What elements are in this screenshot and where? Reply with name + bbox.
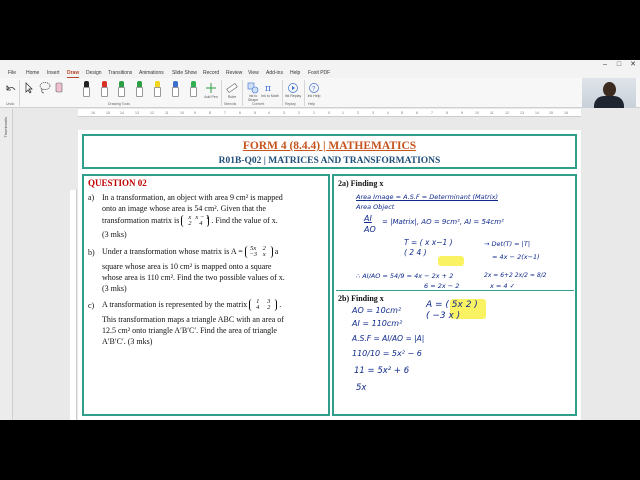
question-c-label: c) [88, 301, 95, 310]
ink-to-shape-label: Ink to Shape [247, 94, 259, 102]
work-b-line6: 110/10 = 5x² − 6 [352, 349, 422, 358]
eraser-icon [54, 81, 64, 95]
matrix-a [245, 246, 273, 258]
ruler-tick: 16 [91, 111, 95, 115]
svg-text:π: π [265, 84, 271, 94]
work-a-line10: 6 = 2x − 2 [424, 282, 460, 290]
vertical-ruler [70, 190, 77, 420]
tab-file[interactable]: File [8, 70, 17, 76]
pen-body [83, 87, 90, 97]
help-icon [308, 82, 320, 94]
pen-green-2[interactable] [135, 81, 144, 97]
question-a-line2: onto an image whose area is 54 cm². Given that the [102, 204, 266, 213]
separator [221, 80, 222, 106]
tab-foxit-pdf[interactable]: Foxit PDF [308, 70, 331, 76]
work-a-line8: = 4x − 2(x−1) [492, 253, 540, 261]
matrix-cell: 2 [188, 220, 192, 227]
lasso-icon [38, 81, 52, 95]
ruler-tick: 3 [372, 111, 374, 115]
separator [19, 80, 20, 106]
ruler-tick: 5 [254, 111, 256, 115]
question-box [82, 174, 330, 416]
work-a-line9: ∴ AI/AO = 54/9 = 4x − 2x + 2 [356, 272, 454, 280]
add-pen-button[interactable] [204, 81, 218, 95]
work-b-line8: 5x [356, 383, 367, 393]
slide-subtitle: R01B-Q02 | MATRICES AND TRANSFORMATIONS [218, 156, 441, 166]
tab-help[interactable]: Help [290, 70, 301, 76]
tab-slide-show[interactable]: Slide Show [172, 70, 198, 76]
question-c-line3: 12.5 cm² onto triangle A′B′C′. Find the area of triangle [102, 326, 277, 335]
matrix-cell: 3 [267, 298, 271, 305]
ruler-tick: 2 [357, 111, 359, 115]
ruler-tick: 15 [106, 111, 110, 115]
work-a-line3: AI [364, 214, 372, 223]
ruler-tick: 12 [505, 111, 509, 115]
ruler-tick: 6 [416, 111, 418, 115]
math-icon [264, 82, 276, 94]
pen-black[interactable] [82, 81, 91, 97]
ruler-tick: 14 [535, 111, 539, 115]
work-b-line1: AO = 10cm² [352, 306, 402, 315]
ruler-tick: 1 [342, 111, 344, 115]
presenter-webcam [582, 78, 636, 108]
draw-ribbon [0, 78, 640, 108]
work-b-line3: A = ( 5x 2 ) [426, 300, 478, 310]
matrix-cell: x [188, 214, 192, 221]
tab-animations[interactable]: Animations [139, 70, 164, 76]
tab-insert[interactable]: Insert [47, 70, 60, 76]
question-a-line3-pre: transformation matrix is [102, 215, 180, 225]
highlight-matrix [438, 256, 464, 266]
ribbon-tabs [0, 69, 640, 78]
slide-header-box [82, 134, 577, 169]
matrix-cell: 1 [256, 298, 260, 305]
title-bar [0, 60, 640, 69]
ruler-tick: 15 [549, 111, 553, 115]
work-a-line4: AO [364, 225, 376, 234]
question-c-line1-post: . [279, 299, 282, 309]
separator [242, 80, 243, 106]
ruler-tick: 10 [180, 111, 184, 115]
add-pen-icon [204, 81, 218, 95]
work-a-line6: ( 2 4 ) [404, 248, 427, 257]
tab-review[interactable]: Review [226, 70, 243, 76]
matrix-cell: 2 [262, 245, 266, 252]
ruler-tick: 11 [490, 111, 494, 115]
question-a-marks: (3 mks) [102, 230, 127, 239]
work-b-line5: A.S.F = AI/AO = |A| [352, 334, 425, 343]
work-a-line11: 2x = 6+2 2x/2 = 8/2 [484, 272, 547, 279]
pen-body [154, 87, 161, 97]
ruler-tick: 14 [120, 111, 124, 115]
question-b-line3: whose area is 110 cm². Find the two possible values of x. [102, 273, 285, 282]
matrix-cell: 5x [250, 245, 257, 252]
ruler-tick: 4 [387, 111, 389, 115]
question-a-line3 [102, 215, 278, 227]
slide-canvas[interactable] [78, 130, 581, 420]
lasso-tool[interactable] [38, 81, 50, 95]
question-b-label: b) [88, 248, 95, 257]
matrix-cell: x [262, 251, 266, 258]
ruler-label: Ruler [227, 95, 237, 99]
ruler-tick: 9 [194, 111, 196, 115]
work-a-line2: Area Object [356, 203, 395, 211]
powerpoint-window [0, 60, 640, 420]
ruler-tick: 5 [401, 111, 403, 115]
pen-body [136, 87, 143, 97]
ink-to-math-button[interactable] [264, 81, 276, 95]
ruler-tick: 0 [328, 111, 330, 115]
stencils-group-label: Stencils [224, 102, 237, 106]
presenter-torso [594, 96, 624, 108]
add-pen-label: Add Pen [204, 95, 218, 99]
answer-b-heading: 2b) Finding x [338, 294, 384, 303]
pen-green[interactable] [117, 81, 126, 97]
question-c-line1 [102, 299, 281, 311]
ink-replay-label: Ink Replay [284, 94, 302, 98]
convert-group-label: Convert [252, 102, 265, 106]
question-a-label: a) [88, 193, 95, 202]
ink-help-button[interactable] [308, 81, 320, 95]
pen-body [118, 87, 125, 97]
pen-red[interactable] [100, 81, 109, 97]
pen-green-3[interactable] [189, 81, 198, 97]
ruler-tick: 12 [150, 111, 154, 115]
question-b-line2: square whose area is 10 cm² is mapped onto a square [102, 262, 272, 271]
presenter-head [603, 82, 616, 97]
tab-draw[interactable]: Draw [67, 70, 80, 76]
ruler-tick: 13 [520, 111, 524, 115]
answer-box [332, 174, 577, 416]
work-b-line2: AI = 110cm² [352, 319, 403, 328]
undo-button[interactable] [6, 81, 16, 95]
tab-home[interactable]: Home [26, 70, 40, 76]
ink-replay-button[interactable] [287, 81, 299, 95]
ruler-tick: 7 [431, 111, 433, 115]
minimize-button[interactable]: – [603, 61, 607, 68]
ruler-tick: 10 [475, 111, 479, 115]
tab-record[interactable]: Record [203, 70, 220, 76]
letterbox-bottom [0, 420, 640, 480]
question-b-marks: (3 mks) [102, 284, 127, 293]
question-b-line1 [102, 246, 278, 258]
shapes-icon [247, 82, 259, 94]
question-c-line1-pre: A transformation is represented by the matrix [102, 299, 248, 309]
question-a-line3-post: . Find the value of x. [211, 215, 278, 225]
ruler-tick: 7 [224, 111, 226, 115]
tab-transitions[interactable]: Transitions [108, 70, 133, 76]
ink-to-shape-button[interactable] [247, 81, 259, 95]
question-title: QUESTION 02 [88, 178, 147, 188]
pen-body [172, 87, 179, 97]
undo-group-label: Undo [6, 102, 15, 106]
ruler-icon [226, 82, 238, 94]
matrix-cell: 2 [267, 304, 271, 311]
ruler-tick: 3 [283, 111, 285, 115]
matrix-cell: 4 [199, 220, 203, 227]
work-a-line12: x = 4 ✓ [490, 282, 516, 290]
horizontal-ruler [78, 109, 581, 117]
maximize-button[interactable]: □ [616, 61, 622, 68]
undo-icon [6, 84, 16, 94]
cursor-icon [24, 82, 34, 94]
ink-help-label: Ink Help [307, 94, 321, 98]
separator [282, 80, 283, 106]
highlighter-yellow[interactable] [153, 81, 162, 97]
slide-title: FORM 4 (8.4.4) | MATHEMATICS [242, 140, 417, 152]
ruler-tick: 13 [135, 111, 139, 115]
pen-body [190, 87, 197, 97]
work-a-line7: → Det(T) = |T| [484, 240, 531, 248]
tab-view[interactable]: View [248, 70, 259, 76]
drawing-tools-group-label: Drawing Tools [108, 102, 130, 106]
work-a-line5: T = ( x x−1 ) [404, 238, 453, 247]
separator [304, 80, 305, 106]
replay-group-label: Replay [285, 102, 296, 106]
ruler-tick: 9 [461, 111, 463, 115]
pen-blue[interactable] [171, 81, 180, 97]
thumbnails-label: Thumbnails [3, 117, 8, 138]
ruler-tick: 2 [298, 111, 300, 115]
matrix-cell: 4 [256, 304, 260, 311]
ruler-tick: 4 [268, 111, 270, 115]
svg-text:?: ? [312, 86, 316, 93]
matrix-t [181, 215, 209, 227]
help-group-label: Help [308, 102, 316, 106]
answer-divider [336, 290, 574, 291]
question-b-line1-pre: Under a transformation whose matrix is A = [102, 246, 243, 256]
ruler-tick: 8 [446, 111, 448, 115]
work-a-line3b: = |Matrix|, AO = 9cm², AI = 54cm² [382, 218, 504, 226]
replay-icon [287, 82, 299, 94]
question-b-line1-post: a [274, 246, 279, 256]
work-b-line4: ( −3 x ) [426, 311, 461, 321]
matrix-cell: x − 1 [195, 214, 210, 221]
work-b-line7: 11 = 5x² + 6 [354, 366, 410, 376]
ink-to-math-label: Ink to Math [261, 94, 279, 98]
ruler-button[interactable] [226, 81, 238, 95]
ruler-tick: 8 [209, 111, 211, 115]
ruler-tick: 16 [564, 111, 568, 115]
thumbnails-pane[interactable] [0, 109, 13, 420]
answer-a-heading: 2a) Finding x [338, 179, 384, 188]
ruler-tick: 11 [165, 111, 169, 115]
eraser-tool[interactable] [54, 81, 64, 95]
pen-body [101, 87, 108, 97]
matrix-c [249, 299, 277, 311]
tab-design[interactable]: Design [86, 70, 102, 76]
question-c-line2: This transformation maps a triangle ABC with an area of [102, 315, 284, 324]
work-a-line1: Area Image = A.S.F = Determinant (Matrix) [356, 193, 498, 201]
matrix-cell: −3 [249, 251, 258, 258]
select-tool[interactable] [24, 81, 34, 95]
tab-add-ins[interactable]: Add-ins [266, 70, 283, 76]
ruler-tick: 1 [313, 111, 315, 115]
question-a-line1: In a transformation, an object with area 9 cm² is mapped [102, 193, 283, 202]
question-c-line4: A′B′C′. (3 mks) [102, 337, 153, 346]
close-button[interactable]: ✕ [630, 61, 636, 68]
ruler-tick: 6 [239, 111, 241, 115]
